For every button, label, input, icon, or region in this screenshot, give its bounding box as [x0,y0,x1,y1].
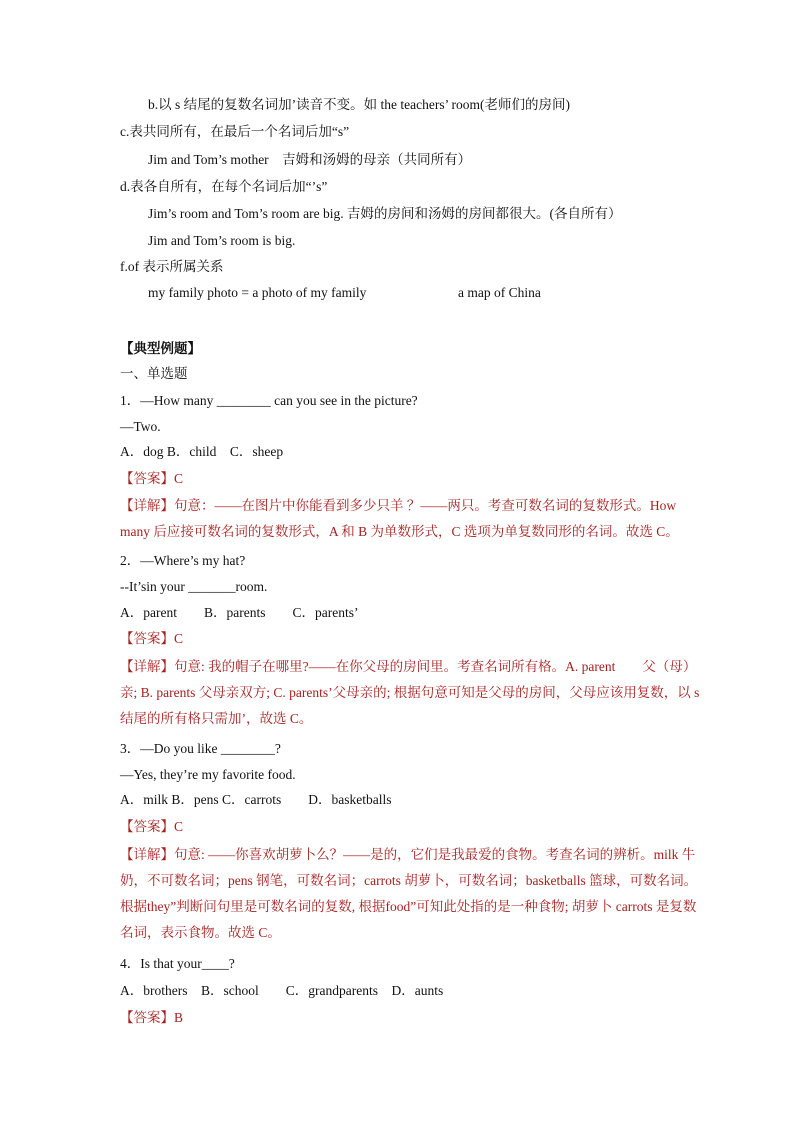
question-2-stem: 2．—Where’s my hat? [120,553,246,568]
question-3-response: —Yes, they’re my favorite food. [120,767,296,782]
question-2-response: --It’sin your _______room. [120,579,268,594]
grammar-example-d2: Jim and Tom’s room is big. [148,233,296,248]
grammar-rule-b: b.以 s 结尾的复数名词加’读音不变。如 the teachers’ room(老师们的房间) [148,97,570,112]
question-3-stem: 3．—Do you like ________? [120,741,281,756]
grammar-example-f-right: a map of China [458,285,541,300]
question-4-stem: 4．Is that your____? [120,956,235,971]
question-1-answer: 【答案】C [120,471,184,486]
question-1-response: —Two. [120,419,161,434]
question-4-answer: 【答案】B [120,1010,184,1025]
question-1-stem: 1．—How many ________ can you see in the picture? [120,393,418,408]
question-3-explanation: 【详解】句意: ——你喜欢胡萝卜么？——是的，它们是我最爱的食物。考查名词的辨析。milk 牛奶，不可数名词；pens 钢笔，可数名词；carrots 胡萝卜，可数名词；basketballs 篮球，可数名词。根据they”判断问句里是可数名词的复数, 根据food”可知此处指的是一种食物; 胡萝卜 carrots 是复数名词，表示食物。故选 C。 [120,847,698,940]
question-2-answer: 【答案】C [120,631,184,646]
grammar-rule-f: f.of 表示所属关系 [120,259,224,274]
question-2-explanation: 【详解】句意: 我的帽子在哪里?——在你父母的房间里。考查名词所有格。A. parent 父（母）亲; B. parents 父母亲双方; C. parents’父母亲的; 根据句意可知是父母的房间，父母应该用复数，以 s 结尾的所有格只需加’，故选 C。 [120,659,700,726]
question-3-options: A．milk B．pens C．carrots D．basketballs [120,792,392,807]
grammar-rule-d: d.表各自所有，在每个名词后加“’s” [120,179,328,194]
question-2-options: A．parent B．parents C．parents’ [120,605,359,620]
question-1-options: A．dog B．child C．sheep [120,444,284,459]
question-1-explanation: 【详解】句意：——在图片中你能看到多少只羊 ？——两只。考查可数名词的复数形式。How many 后应接可数名词的复数形式，A 和 B 为单数形式，C 选项为单复数同形的名词。故选 C。 [120,498,679,539]
section-subtitle: 一、单选题 [120,366,188,381]
question-4-options: A．brothers B．school C．grandparents D．aunts [120,983,444,998]
grammar-example-c: Jim and Tom’s mother 吉姆和汤姆的母亲（共同所有） [148,152,472,167]
section-title: 【典型例题】 [120,341,201,356]
grammar-rule-c: c.表共同所有，在最后一个名词后加“s” [120,124,350,139]
grammar-example-d1: Jim’s room and Tom’s room are big. 吉姆的房间和汤姆的房间都很大。(各自所有） [148,206,622,221]
grammar-example-f-left: my family photo = a photo of my family [148,285,367,300]
question-3-answer: 【答案】C [120,819,184,834]
